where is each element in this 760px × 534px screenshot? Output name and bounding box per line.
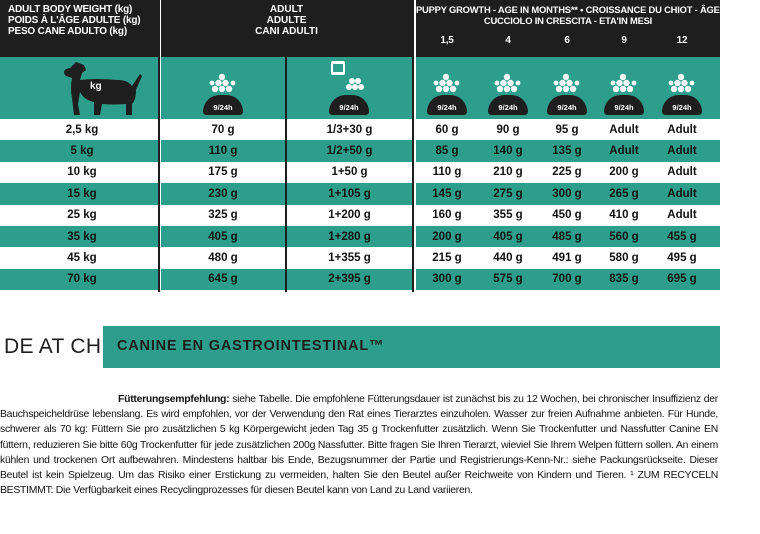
- weight-cell: 45 kg: [67, 252, 97, 265]
- table-row: [0, 162, 158, 183]
- weight-cell: 10 kg: [67, 166, 97, 179]
- weight-header: [0, 0, 158, 57]
- table-row: [0, 119, 158, 140]
- adult-mixed-column: [287, 0, 412, 290]
- adult-header-it: CANI ADULTI: [255, 26, 318, 37]
- puppy-icon-band: [416, 57, 720, 119]
- puppy-cell: 210 g: [493, 166, 523, 179]
- wet-can-icon: [329, 59, 369, 93]
- table-row: [161, 205, 285, 226]
- puppy-cell: 495 g: [667, 252, 697, 265]
- table-row: [416, 226, 720, 247]
- table-row: [416, 119, 720, 140]
- per-day-label: 9/24h: [547, 95, 587, 115]
- country-codes: DE AT CH: [4, 335, 102, 358]
- puppy-cell: 90 g: [496, 123, 520, 136]
- column-divider: [285, 57, 287, 292]
- puppy-cell: 200 g: [432, 230, 462, 243]
- table-row: [161, 119, 285, 140]
- puppy-cell: 275 g: [493, 187, 523, 200]
- puppy-header-line2: CUCCIOLO IN CRESCITA - ETA'IN MESI: [483, 15, 653, 26]
- per-day-label: 9/24h: [329, 95, 369, 115]
- kibble-pile-icon: [203, 65, 243, 95]
- table-row: [161, 269, 285, 290]
- puppy-cell: 575 g: [493, 273, 523, 286]
- dog-kg-label: kg: [90, 81, 102, 92]
- dog-icon-band: [0, 57, 158, 119]
- dry-cell: 405 g: [208, 230, 238, 243]
- feeding-lead: Fütterungsempfehlung:: [118, 394, 230, 405]
- per-day-label: 9/24h: [488, 95, 528, 115]
- puppy-cell: Adult: [667, 166, 697, 179]
- product-band: [0, 326, 720, 368]
- puppy-cell: Adult: [609, 123, 639, 136]
- puppy-cell: 300 g: [432, 273, 462, 286]
- table-row: [0, 269, 158, 290]
- table-row: [161, 162, 285, 183]
- table-row: [0, 226, 158, 247]
- age-label: 12: [676, 35, 688, 46]
- kibble-bowl-icon: [203, 63, 243, 117]
- adult-mixed-icon-band: [287, 57, 412, 119]
- adult-dry-column: [161, 0, 285, 290]
- puppy-cell: 145 g: [432, 187, 462, 200]
- weight-cell: 15 kg: [67, 187, 97, 200]
- puppy-cell: 200 g: [609, 166, 639, 179]
- puppy-columns: [416, 0, 760, 290]
- puppy-cell: 160 g: [432, 209, 462, 222]
- adult-mixed-rows: [287, 119, 412, 290]
- puppy-header: [416, 0, 760, 57]
- kibble-bowl-icon: [662, 63, 702, 117]
- puppy-cell: 140 g: [493, 145, 523, 158]
- age-label: 1,5: [440, 35, 454, 46]
- puppy-cell: 695 g: [667, 273, 697, 286]
- mix-cell: 1+280 g: [328, 230, 371, 243]
- table-row: [161, 183, 285, 204]
- adult-header-fr: ADULTE: [266, 15, 307, 26]
- product-title: CANINE EN GASTROINTESTINAL™: [117, 338, 385, 354]
- kibble-bowl-icon: [427, 63, 467, 117]
- weight-header-it: PESO CANE ADULTO (kg): [8, 26, 127, 37]
- table-row: [416, 183, 720, 204]
- table-row: [287, 140, 412, 161]
- adult-header-en: ADULT: [269, 4, 304, 15]
- per-day-label: 9/24h: [427, 95, 467, 115]
- weight-header-en: ADULT BODY WEIGHT (kg): [8, 4, 133, 15]
- puppy-cell: 110 g: [432, 166, 462, 179]
- table-row: [161, 140, 285, 161]
- mix-cell: 1/2+50 g: [326, 145, 373, 158]
- dry-cell: 110 g: [208, 145, 238, 158]
- puppy-cell: 835 g: [609, 273, 639, 286]
- dry-cell: 480 g: [208, 252, 238, 265]
- mix-cell: 1+105 g: [328, 187, 371, 200]
- puppy-cell: 215 g: [432, 252, 462, 265]
- feeding-instructions: [0, 392, 718, 498]
- age-label: 4: [505, 35, 511, 46]
- puppy-cell: 491 g: [552, 252, 582, 265]
- puppy-cell: 95 g: [555, 123, 579, 136]
- kibble-bowl-icon: [604, 63, 644, 117]
- puppy-cell: Adult: [667, 123, 697, 136]
- weight-cell: 70 kg: [67, 273, 97, 286]
- table-row: [0, 183, 158, 204]
- table-row: [416, 247, 720, 268]
- table-row: [416, 269, 720, 290]
- table-row: [0, 140, 158, 161]
- puppy-cell: 485 g: [552, 230, 582, 243]
- puppy-cell: 135 g: [552, 145, 582, 158]
- puppy-cell: 410 g: [609, 209, 639, 222]
- dry-cell: 70 g: [211, 123, 235, 136]
- per-day-label: 9/24h: [604, 95, 644, 115]
- dry-cell: 645 g: [208, 273, 238, 286]
- dry-cell: 325 g: [208, 209, 238, 222]
- puppy-cell: 60 g: [435, 123, 459, 136]
- adult-dry-icon-band: [161, 57, 285, 119]
- age-label: 9: [621, 35, 627, 46]
- puppy-cell: 355 g: [493, 209, 523, 222]
- mix-cell: 1+355 g: [328, 252, 371, 265]
- puppy-cell: Adult: [667, 209, 697, 222]
- table-row: [161, 226, 285, 247]
- puppy-cell: 265 g: [609, 187, 639, 200]
- feeding-text: siehe Tabelle. Die empfohlene Fütterungsdauer ist zunächst bis zu 12 Wochen, bei chronischer Insuffizienz der Bauchspeicheldrüse lebenslang. Es wird empfohlen, vor der Verwendung den Rat eines Tierarztes einzuholen. Wasser zur freien Aufnahme anbieten. Für Hunde, schwerer als 70 kg: Füttern Sie pro zusätzlichen 5 kg Körpergewicht jeden Tag 35 g Trockenfutter zusätzlich. Wenn Sie Trockenfutter und Nassfutter Canine EN füttern, reduzieren Sie bitte 60g Trockenfutter für jede zusätzlichen 200g Nassfutter. Bitte fragen Sie Ihren Tierarzt, wieviel Sie Ihrem Welpen füttern sollen. An einem kühlen und trockenen Ort aufbewahren. Mindestens haltbar bis Ende, Bezugsnummer der Partie und Registrierungs-Kenn-Nr.: siehe Packungsrückseite. Dieser Beutel ist kein Spielzeug. Um das Risiko einer Erstickung zu vermeiden, halten Sie den Beutel außer Reichweite von Kindern und Tieren. ¹ ZUM RECYCELN BESTIMMT: Die Verfügbarkeit eines Recyclingprozesses für diesen Beutel kann von Land zu Land variieren.: [0, 394, 718, 497]
- table-row: [287, 205, 412, 226]
- age-months-row: [416, 35, 720, 47]
- table-row: [416, 162, 720, 183]
- puppy-rows: [416, 119, 720, 290]
- age-label: 6: [564, 35, 570, 46]
- table-row: [287, 247, 412, 268]
- table-row: [161, 247, 285, 268]
- mix-cell: 1+200 g: [328, 209, 371, 222]
- table-row: [0, 247, 158, 268]
- weight-cell: 25 kg: [67, 209, 97, 222]
- table-row: [0, 205, 158, 226]
- table-row: [287, 269, 412, 290]
- weight-cell: 2,5 kg: [65, 123, 99, 136]
- weight-cell: 35 kg: [67, 230, 97, 243]
- product-title-bar: [103, 326, 720, 368]
- puppy-cell: 225 g: [552, 166, 582, 179]
- dry-cell: 175 g: [208, 166, 238, 179]
- weight-cell: 5 kg: [70, 145, 94, 158]
- kibble-bowl-icon: [488, 63, 528, 117]
- dry-cell: 230 g: [208, 187, 238, 200]
- per-day-label: 9/24h: [203, 95, 243, 115]
- puppy-cell: 440 g: [493, 252, 523, 265]
- column-divider: [412, 0, 414, 292]
- puppy-cell: Adult: [667, 145, 697, 158]
- weight-rows: [0, 119, 158, 290]
- mix-cell: 1/3+30 g: [326, 123, 373, 136]
- mix-cell: 1+50 g: [331, 166, 368, 179]
- puppy-cell: Adult: [609, 145, 639, 158]
- puppy-cell: 580 g: [609, 252, 639, 265]
- can-and-kibble-icon: [329, 63, 369, 117]
- table-row: [287, 119, 412, 140]
- puppy-cell: 450 g: [552, 209, 582, 222]
- table-row: [416, 205, 720, 226]
- adult-dry-rows: [161, 119, 285, 290]
- puppy-cell: 85 g: [435, 145, 459, 158]
- puppy-cell: 405 g: [493, 230, 523, 243]
- weight-header-fr: POIDS À L'ÂGE ADULTE (kg): [8, 15, 141, 26]
- per-day-label: 9/24h: [662, 95, 702, 115]
- table-row: [287, 183, 412, 204]
- mix-cell: 2+395 g: [328, 273, 371, 286]
- puppy-cell: 300 g: [552, 187, 582, 200]
- column-divider: [158, 0, 160, 292]
- puppy-header-line1: PUPPY GROWTH - AGE IN MONTHS** • CROISSANCE DU CHIOT - ÂGE EN MOIS: [416, 4, 760, 15]
- puppy-cell: Adult: [667, 187, 697, 200]
- kibble-bowl-icon: [547, 63, 587, 117]
- puppy-cell: 700 g: [552, 273, 582, 286]
- table-row: [416, 140, 720, 161]
- puppy-cell: 560 g: [609, 230, 639, 243]
- weight-column: [0, 0, 158, 290]
- table-row: [287, 162, 412, 183]
- puppy-cell: 455 g: [667, 230, 697, 243]
- table-row: [287, 226, 412, 247]
